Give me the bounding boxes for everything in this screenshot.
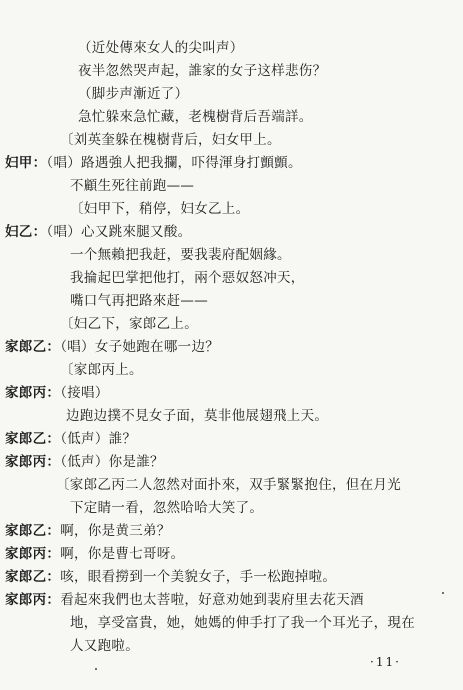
dialogue-line bbox=[5, 521, 171, 541]
speaker-label: 家郎乙： bbox=[5, 339, 61, 355]
dialogue-text: （低声）誰？ bbox=[60, 431, 137, 447]
scan-speck bbox=[95, 668, 97, 670]
dialogue-text: 看起來我們也太菩啦，好意劝她到裴府里去花天酒 bbox=[60, 592, 364, 608]
dialogue-continuation: 人又跑啦。 bbox=[70, 638, 139, 654]
dialogue-text: （接唱） bbox=[60, 385, 109, 401]
speaker-label: 家郎丙： bbox=[5, 592, 61, 608]
scan-speck bbox=[442, 592, 444, 594]
speaker-label: 家郎乙： bbox=[5, 523, 61, 539]
stage-direction: 〔刘英奎躲在槐樹背后，妇女甲上。 bbox=[60, 132, 281, 148]
stage-direction: （脚步声漸近了） bbox=[78, 86, 189, 102]
stage-direction: 〔家郎丙上。 bbox=[60, 362, 143, 378]
speaker-label: 家郎丙： bbox=[5, 385, 61, 401]
speaker-label: 家郎乙： bbox=[5, 569, 61, 585]
dialogue-text: （唱）女子她跑在哪一边？ bbox=[60, 339, 220, 355]
dialogue-text: 啊，你是黄三弟？ bbox=[60, 523, 171, 539]
stage-direction: 下定睛一看，忽然哈哈大笑了。 bbox=[70, 500, 264, 516]
dialogue-text: （低声）你是誰？ bbox=[60, 454, 164, 470]
dialogue-line bbox=[5, 222, 191, 242]
verse-line: 嘴口气再把路來赶—— bbox=[70, 293, 208, 309]
stage-direction: 〔家郎乙丙二人忽然对面扑來，双手緊緊抱住，但在月光 bbox=[56, 477, 401, 493]
speaker-label: 家郎乙： bbox=[5, 431, 61, 447]
dialogue-text: （唱）心又跳來腿又酸。 bbox=[46, 224, 192, 240]
dialogue-line bbox=[5, 337, 219, 357]
dialogue-line bbox=[5, 452, 164, 472]
dialogue-line bbox=[5, 590, 364, 610]
dialogue-line bbox=[5, 429, 136, 449]
speaker-label: 妇乙： bbox=[5, 224, 47, 240]
dialogue-text: （唱）路遇強人把我攔，吓得渾身打顫顫。 bbox=[46, 155, 302, 171]
page-number: ·11· bbox=[370, 655, 401, 669]
verse-line: 我掄起巴掌把他打，兩个惡奴怒冲天， bbox=[70, 270, 305, 286]
verse-line: 边跑边撲不見女子面，莫非他展翅飛上天。 bbox=[66, 408, 329, 424]
speaker-label: 家郎丙： bbox=[5, 546, 61, 562]
speaker-label: 妇甲： bbox=[5, 155, 47, 171]
verse-line: 夜半忽然哭声起，誰家的女子这样悲伤？ bbox=[78, 63, 327, 79]
verse-line: 一个無賴把我赶，要我裴府配姻緣。 bbox=[70, 247, 291, 263]
dialogue-line bbox=[5, 153, 302, 173]
stage-direction: （近处傳來女人的尖叫声） bbox=[78, 40, 244, 56]
dialogue-text: 啊，你是曹七哥呀。 bbox=[60, 546, 185, 562]
stage-direction: 〔妇乙下，家郎乙上。 bbox=[60, 316, 198, 332]
dialogue-continuation: 地，享受富貴，她，她媽的伸手打了我一个耳光子，現在 bbox=[70, 615, 415, 631]
verse-line: 不顧生死往前跑—— bbox=[70, 178, 195, 194]
stage-direction: 〔妇甲下，稍停，妇女乙上。 bbox=[70, 201, 250, 217]
dialogue-text: 咳，眼看撈到一个美貌女子，手一松跑掉啦。 bbox=[60, 569, 337, 585]
dialogue-line bbox=[5, 567, 336, 587]
speaker-label: 家郎丙： bbox=[5, 454, 61, 470]
verse-line: 急忙躲來急忙藏，老槐樹背后吾端詳。 bbox=[78, 109, 313, 125]
dialogue-line bbox=[5, 383, 109, 403]
dialogue-line bbox=[5, 544, 184, 564]
